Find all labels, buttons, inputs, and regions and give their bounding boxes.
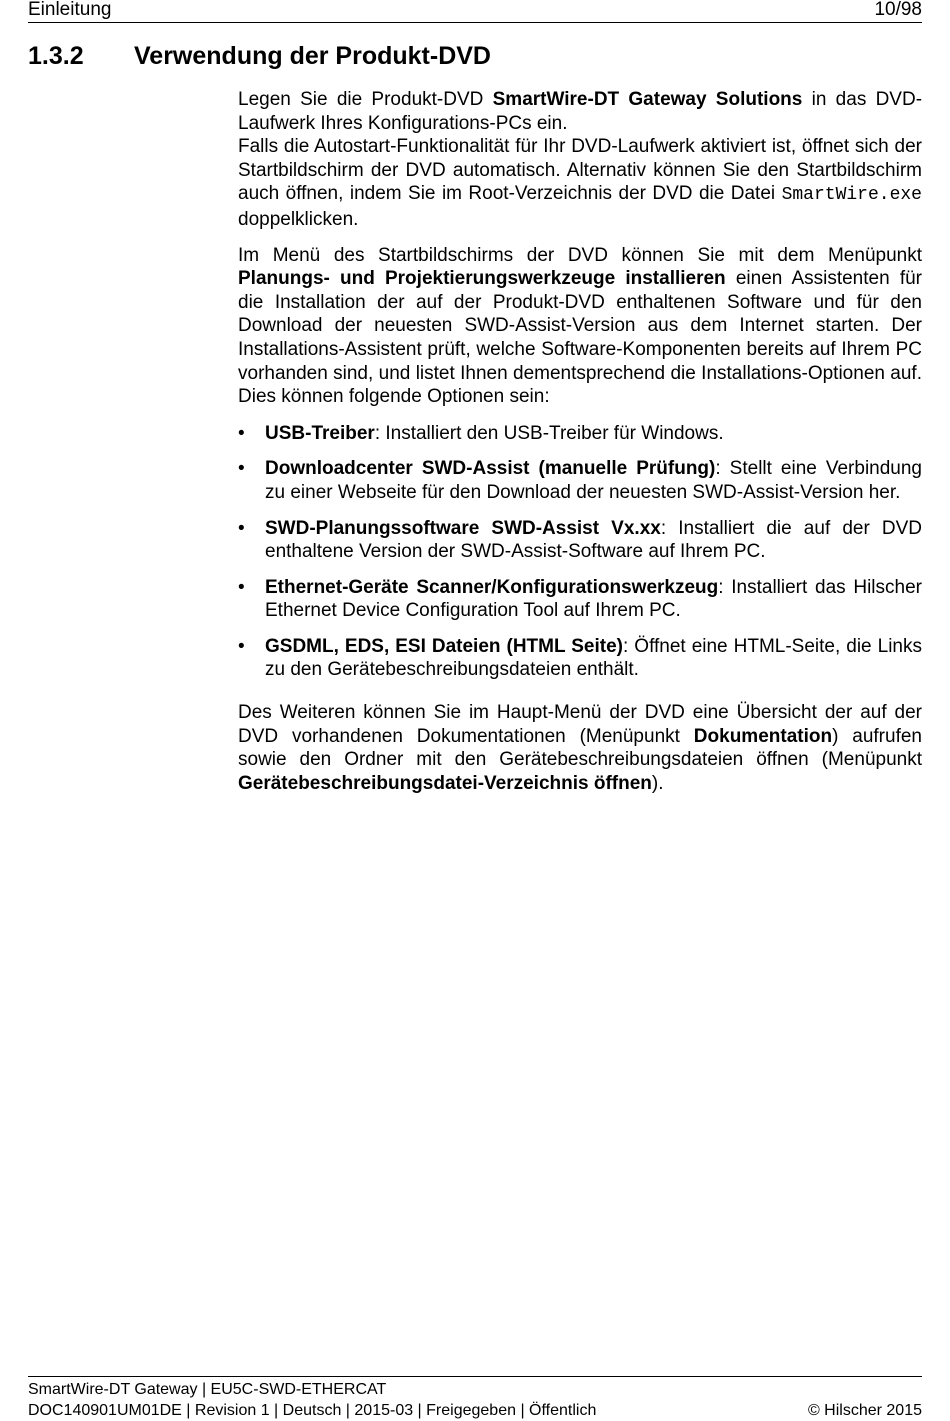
bullet-icon: • [238, 458, 245, 480]
list-item [238, 635, 922, 682]
text: Des Weiteren können Sie im Haupt-Menü der DVD eine Übersicht der auf der DVD vorhandenen Dokumentationen (Menüpunkt [238, 702, 922, 747]
option-description: : Installiert das Hilscher Ethernet Device Configuration Tool auf Ihrem PC. [265, 576, 922, 622]
option-description: : Stellt eine Verbindung zu einer Webseite für den Download der neuesten SWD-Assist-Version her. [265, 458, 923, 503]
list-item [238, 576, 922, 623]
product-name: SmartWire-DT Gateway Solutions [492, 89, 803, 110]
list-item [238, 422, 922, 446]
page-footer [28, 1376, 922, 1421]
bullet-icon: • [238, 517, 245, 539]
section-number: 1.3.2 [28, 42, 84, 70]
menu-item-name: Planungs- und Projektierungswerkzeuge installieren [238, 268, 726, 290]
paragraph-insert-dvd [238, 88, 922, 232]
option-description: : Installiert die auf der DVD enthaltene Version der SWD-Assist-Software auf Ihrem PC. [265, 517, 922, 563]
bullet-icon: • [238, 576, 245, 598]
paragraph-menu [238, 244, 922, 409]
header-chapter: Einleitung [28, 0, 112, 20]
text: Im Menü des Startbildschirms der DVD können Sie mit dem Menüpunkt [238, 244, 922, 266]
option-term: Downloadcenter SWD-Assist (manuelle Prüfung) [265, 458, 716, 480]
bullet-icon: • [238, 422, 245, 444]
file-name: SmartWire.exe [781, 185, 922, 206]
option-description: : Öffnet eine HTML-Seite, die Links zu den Gerätebeschreibungsdateien enthält. [265, 635, 922, 681]
option-description: : Installiert den USB-Treiber für Windows. [374, 422, 724, 444]
bullet-icon: • [238, 635, 245, 657]
list-item [238, 517, 922, 564]
list-item [238, 457, 922, 504]
menu-item-documentation: Dokumentation [693, 725, 833, 747]
page-header [28, 0, 922, 23]
text: ). [651, 772, 664, 794]
option-term: GSDML, EDS, ESI Dateien (HTML Seite) [265, 635, 623, 657]
option-term: Ethernet-Geräte Scanner/Konfigurationswerkzeug [265, 576, 719, 598]
section-title: Verwendung der Produkt-DVD [134, 42, 491, 70]
options-list [238, 422, 922, 682]
text: in das DVD-Laufwerk Ihres Konfigurations-PCs ein. [238, 89, 923, 134]
paragraph-documentation [238, 701, 922, 795]
header-page-number: 10/98 [874, 0, 922, 20]
menu-item-open-directory: Gerätebeschreibungsdatei-Verzeichnis öffnen [238, 772, 652, 794]
text: Legen Sie die Produkt-DVD [238, 89, 493, 110]
body-content [238, 88, 922, 795]
text: Falls die Autostart-Funktionalität für Ihr DVD-Laufwerk aktiviert ist, öffnet sich der Startbildschirm der DVD automatisch. Alternativ können Sie den Startbildschirm auch öffnen, indem Sie im Root-Verzeichnis der DVD die Datei [238, 136, 922, 205]
text: doppelklicken. [238, 208, 359, 230]
text: ) aufrufen sowie den Ordner mit den Gerätebeschreibungsdateien öffnen (Menüpunkt [238, 725, 922, 771]
option-term: USB-Treiber [265, 422, 375, 444]
option-term: SWD-Planungssoftware SWD-Assist Vx.xx [265, 517, 661, 539]
footer-copyright: © Hilscher 2015 [807, 1402, 922, 1419]
section-heading [28, 40, 491, 72]
footer-product-line: SmartWire-DT Gateway | EU5C-SWD-ETHERCAT [28, 1381, 387, 1398]
text: einen Assistenten für die Installation der auf der Produkt-DVD enthaltenen Software und für den Download der neuesten SWD-Assist-Version aus dem Internet starten. Der Installations-Assistent prüft, welche Software-Komponenten bereits auf Ihrem PC vorhanden sind, und listet Ihnen dementsprechend die Installations-Optionen auf. Dies können folgende Optionen sein: [238, 268, 923, 408]
footer-document-info: DOC140901UM01DE | Revision 1 | Deutsch | 2015-03 | Freigegeben | Öffentlich [28, 1402, 597, 1419]
